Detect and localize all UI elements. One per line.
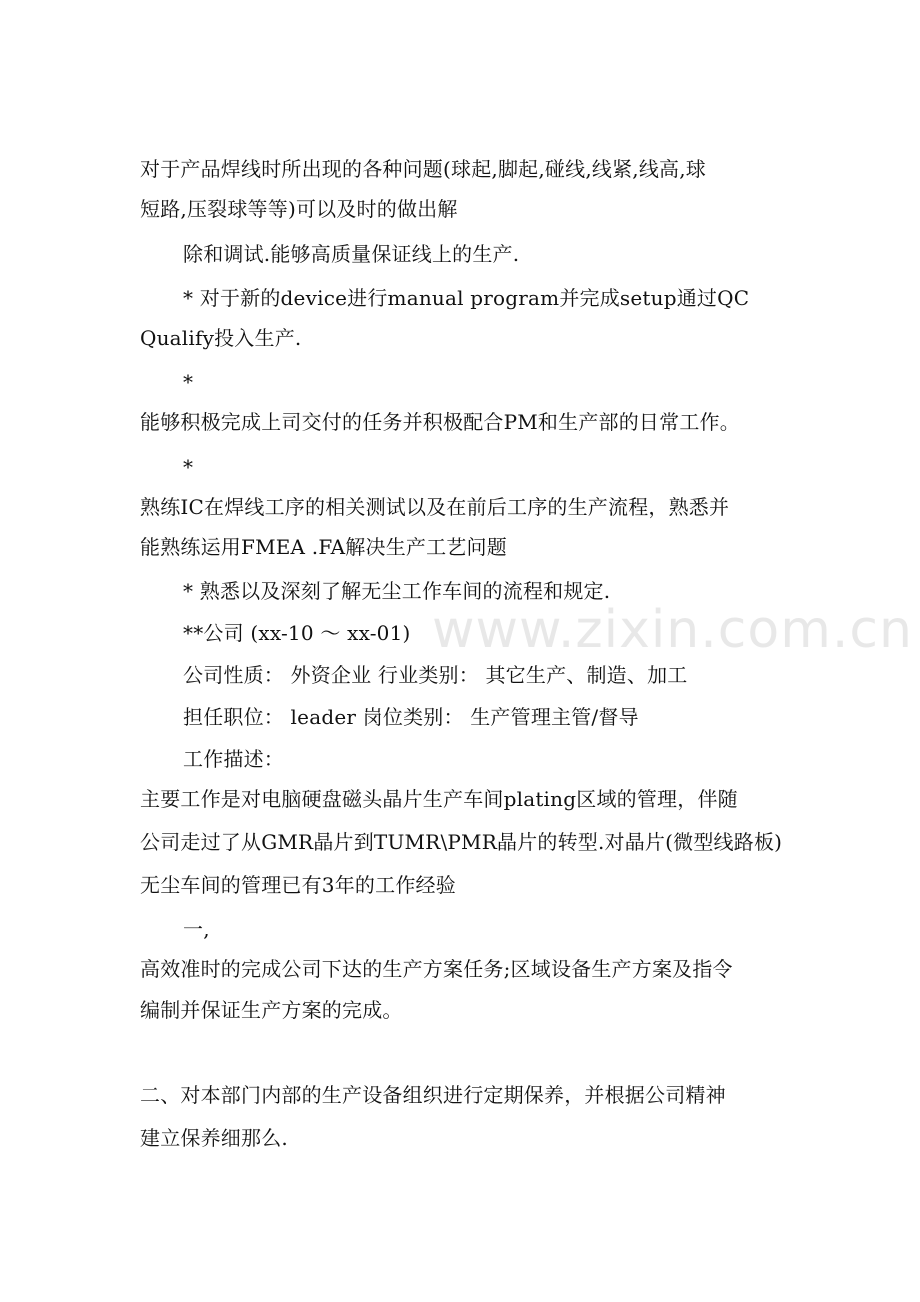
bullet-marker: * xyxy=(183,370,194,394)
paragraph-line: 除和调试.能够高质量保证线上的生产. xyxy=(183,242,520,266)
list-number: 一, xyxy=(183,917,210,941)
paragraph-line: 无尘车间的管理已有3年的工作经验 xyxy=(140,873,456,897)
company-info-line: 公司性质： 外资企业 行业类别： 其它生产、制造、加工 xyxy=(183,663,688,687)
position-info-line: 担任职位： leader 岗位类别： 生产管理主管/督导 xyxy=(183,705,639,729)
watermark: www.zixin.com.cn xyxy=(432,600,913,660)
paragraph-line: 对于产品焊线时所出现的各种问题(球起,脚起,碰线,线紧,线高,球 xyxy=(140,157,706,181)
paragraph-line: * 熟悉以及深刻了解无尘工作车间的流程和规定. xyxy=(183,579,611,603)
paragraph-line: 高效准时的完成公司下达的生产方案任务;区域设备生产方案及指令 xyxy=(140,957,733,981)
paragraph-line: 能够积极完成上司交付的任务并积极配合PM和生产部的日常工作。 xyxy=(140,410,740,434)
paragraph-line: 建立保养细那么. xyxy=(140,1126,288,1150)
paragraph-line: 能熟练运用FMEA .FA解决生产工艺问题 xyxy=(140,535,507,559)
paragraph-line: * 对于新的device进行manual program并完成setup通过QC xyxy=(183,286,750,310)
bullet-marker: * xyxy=(183,455,194,479)
paragraph-line: 公司走过了从GMR晶片到TUMR\PMR晶片的转型.对晶片(微型线路板) xyxy=(140,830,783,854)
paragraph-line: 短路,压裂球等等)可以及时的做出解 xyxy=(140,197,458,221)
paragraph-line: 主要工作是对电脑硬盘磁头晶片生产车间plating区域的管理，伴随 xyxy=(140,787,738,811)
company-heading: **公司 (xx-10 ～ xx-01) xyxy=(183,621,411,645)
paragraph-line: 二、对本部门内部的生产设备组织进行定期保养，并根据公司精神 xyxy=(140,1083,726,1107)
paragraph-line: Qualify投入生产. xyxy=(140,326,302,350)
paragraph-line: 编制并保证生产方案的完成。 xyxy=(140,998,403,1022)
section-label: 工作描述： xyxy=(183,747,284,771)
paragraph-line: 熟练IC在焊线工序的相关测试以及在前后工序的生产流程，熟悉并 xyxy=(140,495,730,519)
